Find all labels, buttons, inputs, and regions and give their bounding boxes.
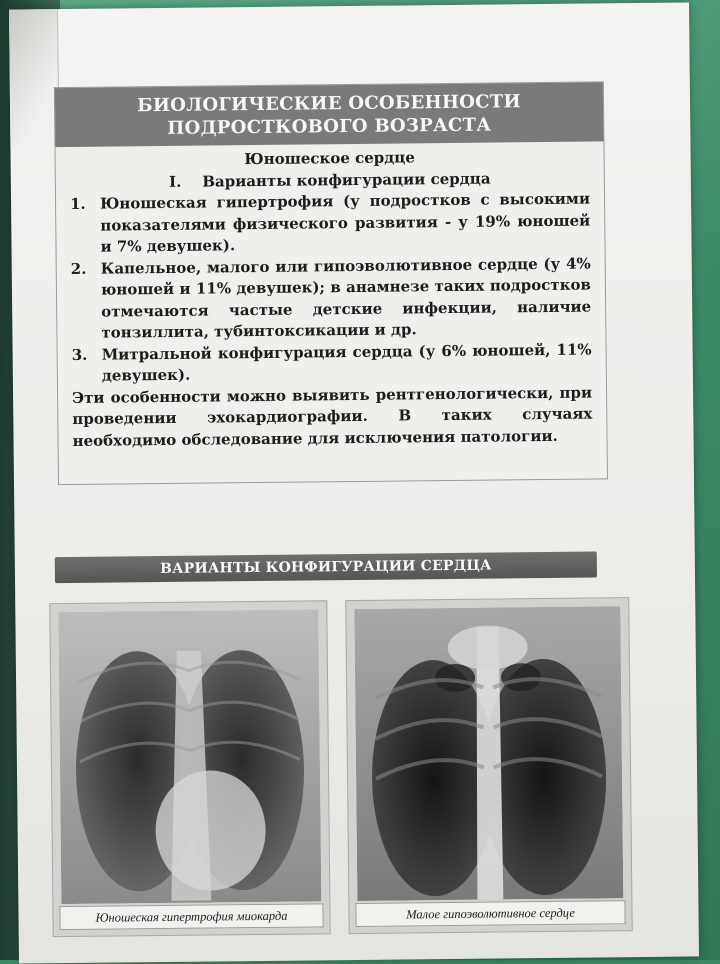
info-box [54,81,608,485]
subtitle: Юношеское сердце [244,148,415,169]
list-item [71,253,592,344]
box-header [55,82,604,147]
xray-panel-right [345,597,632,934]
header-line-1: БИОЛОГИЧЕСКИЕ ОСОБЕННОСТИ [137,91,521,117]
list-number: 1. [69,194,86,213]
page-curl [9,9,59,150]
list-number: 3. [71,345,88,364]
header-line-2: ПОДРОСТКОВОГО ВОЗРАСТА [167,114,492,139]
list-item [70,189,591,259]
xray-caption: Малое гипоэволютивное сердце [355,900,625,927]
document-page [9,2,699,963]
chest-xray-image [58,609,321,904]
list-text: Митральной конфигурация сердца (у 6% юношей, 11% девушек). [101,340,592,385]
xray-caption: Юношеская гипертрофия миокарда [59,903,323,930]
list-text: Юношеская гипертрофия (у подростков с высокими показателями физического развития - у 19% юношей и 7% девушек). [99,189,591,256]
section-title: Варианты конфигурации сердца [202,169,491,191]
list-text: Капельное, малого или гипоэволютивное сердце (у 4% юношей и 11% девушек); в анамнезе таких подростков отмечаются частые детские инфекции, наличие тонзиллита, тубинтоксикации и др. [100,254,592,342]
chest-xray-image [354,606,623,901]
section-banner: ВАРИАНТЫ КОНФИГУРАЦИИ СЕРДЦА [55,551,597,583]
xray-panel-left [49,600,330,937]
conclusion-text: Эти особенности можно выявить рентгенологически, при проведении эхокардиографии. В таких случаях необходимо обследование для исключения патологии. [71,383,593,450]
box-body [55,141,606,452]
list-number: 2. [70,259,87,278]
section-number: I. [169,172,182,191]
list-item [72,339,592,387]
